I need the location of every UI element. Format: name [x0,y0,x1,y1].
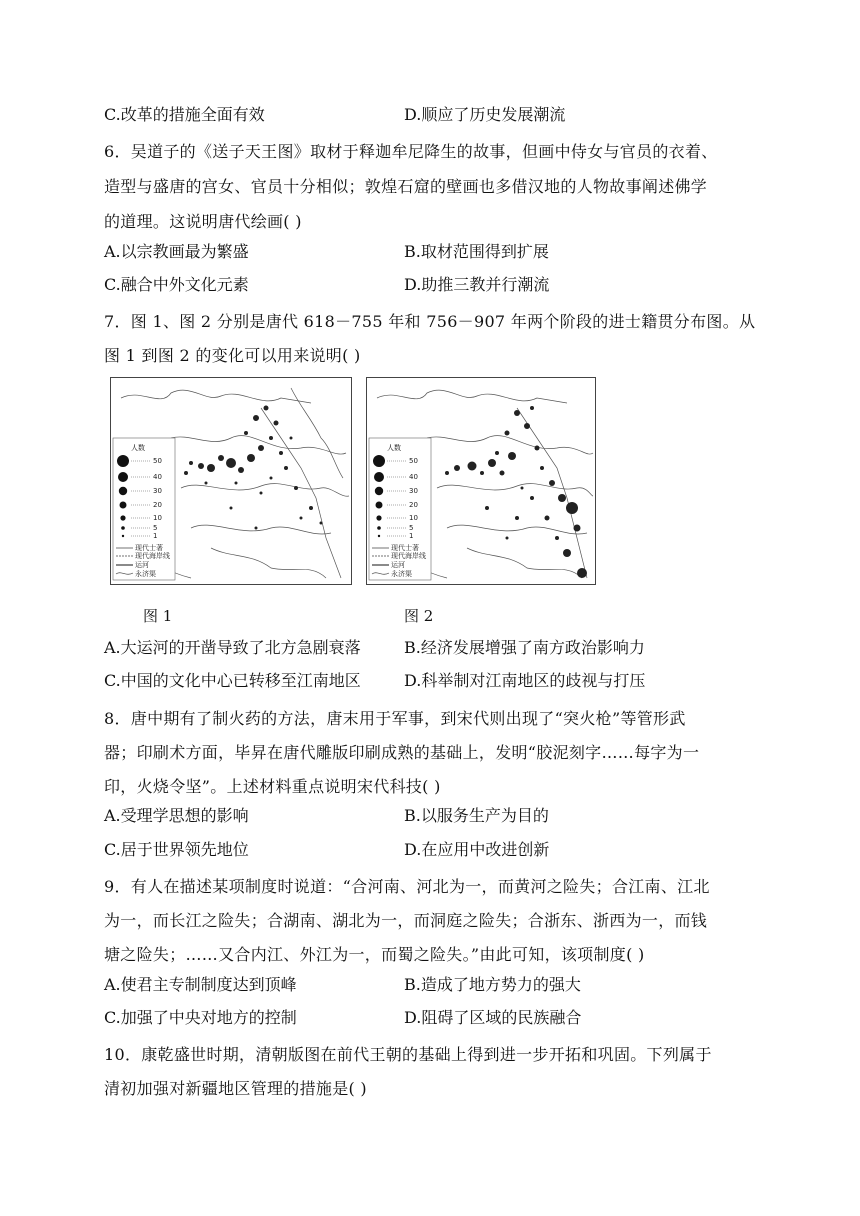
q8-stem-line2: 器；印刷术方面，毕昇在唐代雕版印刷成熟的基础上，发明“胶泥刻字……每字为一 [104,743,700,762]
q8-option-a: A.受理学思想的影响 [104,806,249,825]
q8-option-c: C.居于世界领先地位 [104,840,249,859]
fig2-legend-value: 1 [409,532,414,540]
q6-option-c: C.融合中外文化元素 [104,275,249,294]
q10-stem-line1: 10．康乾盛世时期，清朝版图在前代王朝的基础上得到进一步开拓和巩固。下列属于 [104,1045,712,1064]
fig1-legend-title: 人数 [131,444,145,452]
q6-option-d: D.助推三教并行潮流 [404,275,550,294]
q6-option-a: A.以宗教画最为繁盛 [104,242,249,261]
q6-option-b: B.取材范围得到扩展 [404,242,549,261]
figure-2-map [366,377,596,585]
q9-stem-line3: 塘之险失；……又合内江、外江为一，而蜀之险失。”由此可知，该项制度( ) [104,945,645,964]
fig1-legend-value: 10 [153,514,162,522]
fig2-legend-value: 40 [409,473,418,481]
fig2-legend-value: 20 [409,501,418,509]
fig1-legend-line: 永济渠 [135,570,156,578]
fig2-legend-line: 运河 [391,561,405,569]
figure-1-map [110,377,352,585]
q10-stem-line2: 清初加强对新疆地区管理的措施是( ) [104,1079,367,1098]
figure-1-map-drawing [111,378,351,584]
fig1-legend-value: 50 [153,457,162,465]
q7-option-a: A.大运河的开凿导致了北方急剧衰落 [104,638,361,657]
q7-stem-line2: 图 1 到图 2 的变化可以用来说明( ) [104,346,361,365]
q7-option-d: D.科举制对江南地区的歧视与打压 [404,671,646,690]
q9-stem-line2: 为一，而长江之险失；合湖南、湖北为一，而洞庭之险失；合浙东、浙西为一，而钱 [104,911,708,930]
fig2-legend-value: 50 [409,457,418,465]
q6-stem-line1: 6．吴道子的《送子天王图》取材于释迦牟尼降生的故事，但画中侍女与官员的衣着、 [104,142,718,161]
q8-stem-line3: 印，火烧令坚”。上述材料重点说明宋代科技( ) [104,777,441,796]
fig1-legend-value: 5 [153,524,158,532]
fig1-legend-line: 现代海岸线 [135,552,170,560]
fig2-legend-value: 5 [409,524,414,532]
q7-option-b: B.经济发展增强了南方政治影响力 [404,638,645,657]
q6-stem-line3: 的道理。这说明唐代绘画( ) [104,212,302,231]
q9-stem-line1: 9．有人在描述某项制度时说道：“合河南、河北为一，而黄河之险失；合江南、江北 [104,877,710,896]
q7-option-c: C.中国的文化中心已转移至江南地区 [104,671,361,690]
fig2-legend-line: 永济渠 [391,570,412,578]
fig1-legend-line: 现代士著 [135,544,163,552]
q6-stem-line2: 造型与盛唐的宫女、官员十分相似；敦煌石窟的壁画也多借汉地的人物故事阐述佛学 [104,177,708,196]
fig1-legend-value: 40 [153,473,162,481]
fig2-legend-line: 现代士著 [391,544,419,552]
figure-2-map-drawing [367,378,595,584]
figure-2-caption: 图 2 [404,607,434,625]
q9-option-b: B.造成了地方势力的强大 [404,975,581,994]
fig2-legend-line: 现代海岸线 [391,552,426,560]
q9-option-a: A.使君主专制制度达到顶峰 [104,975,297,994]
fig1-legend-value: 20 [153,501,162,509]
q7-stem-line1: 7．图 1、图 2 分别是唐代 618－755 年和 756－907 年两个阶段的进士籍贯分布图。从 [104,312,756,331]
q9-option-c: C.加强了中央对地方的控制 [104,1008,297,1027]
q9-option-d: D.阻碍了区域的民族融合 [404,1008,582,1027]
figure-1-caption: 图 1 [143,607,173,625]
q8-option-d: D.在应用中改进创新 [404,840,550,859]
q8-stem-line1: 8．唐中期有了制火药的方法，唐末用于军事，到宋代则出现了“突火枪”等管形武 [104,709,686,728]
q8-option-b: B.以服务生产为目的 [404,806,549,825]
fig1-legend-line: 运河 [135,561,149,569]
fig1-legend-value: 30 [153,487,162,495]
fig1-legend-value: 1 [153,532,158,540]
q5-option-d: D.顺应了历史发展潮流 [404,105,566,124]
fig2-legend-value: 30 [409,487,418,495]
fig2-legend-title: 人数 [387,444,401,452]
fig2-legend-value: 10 [409,514,418,522]
q5-option-c: C.改革的措施全面有效 [104,105,265,124]
